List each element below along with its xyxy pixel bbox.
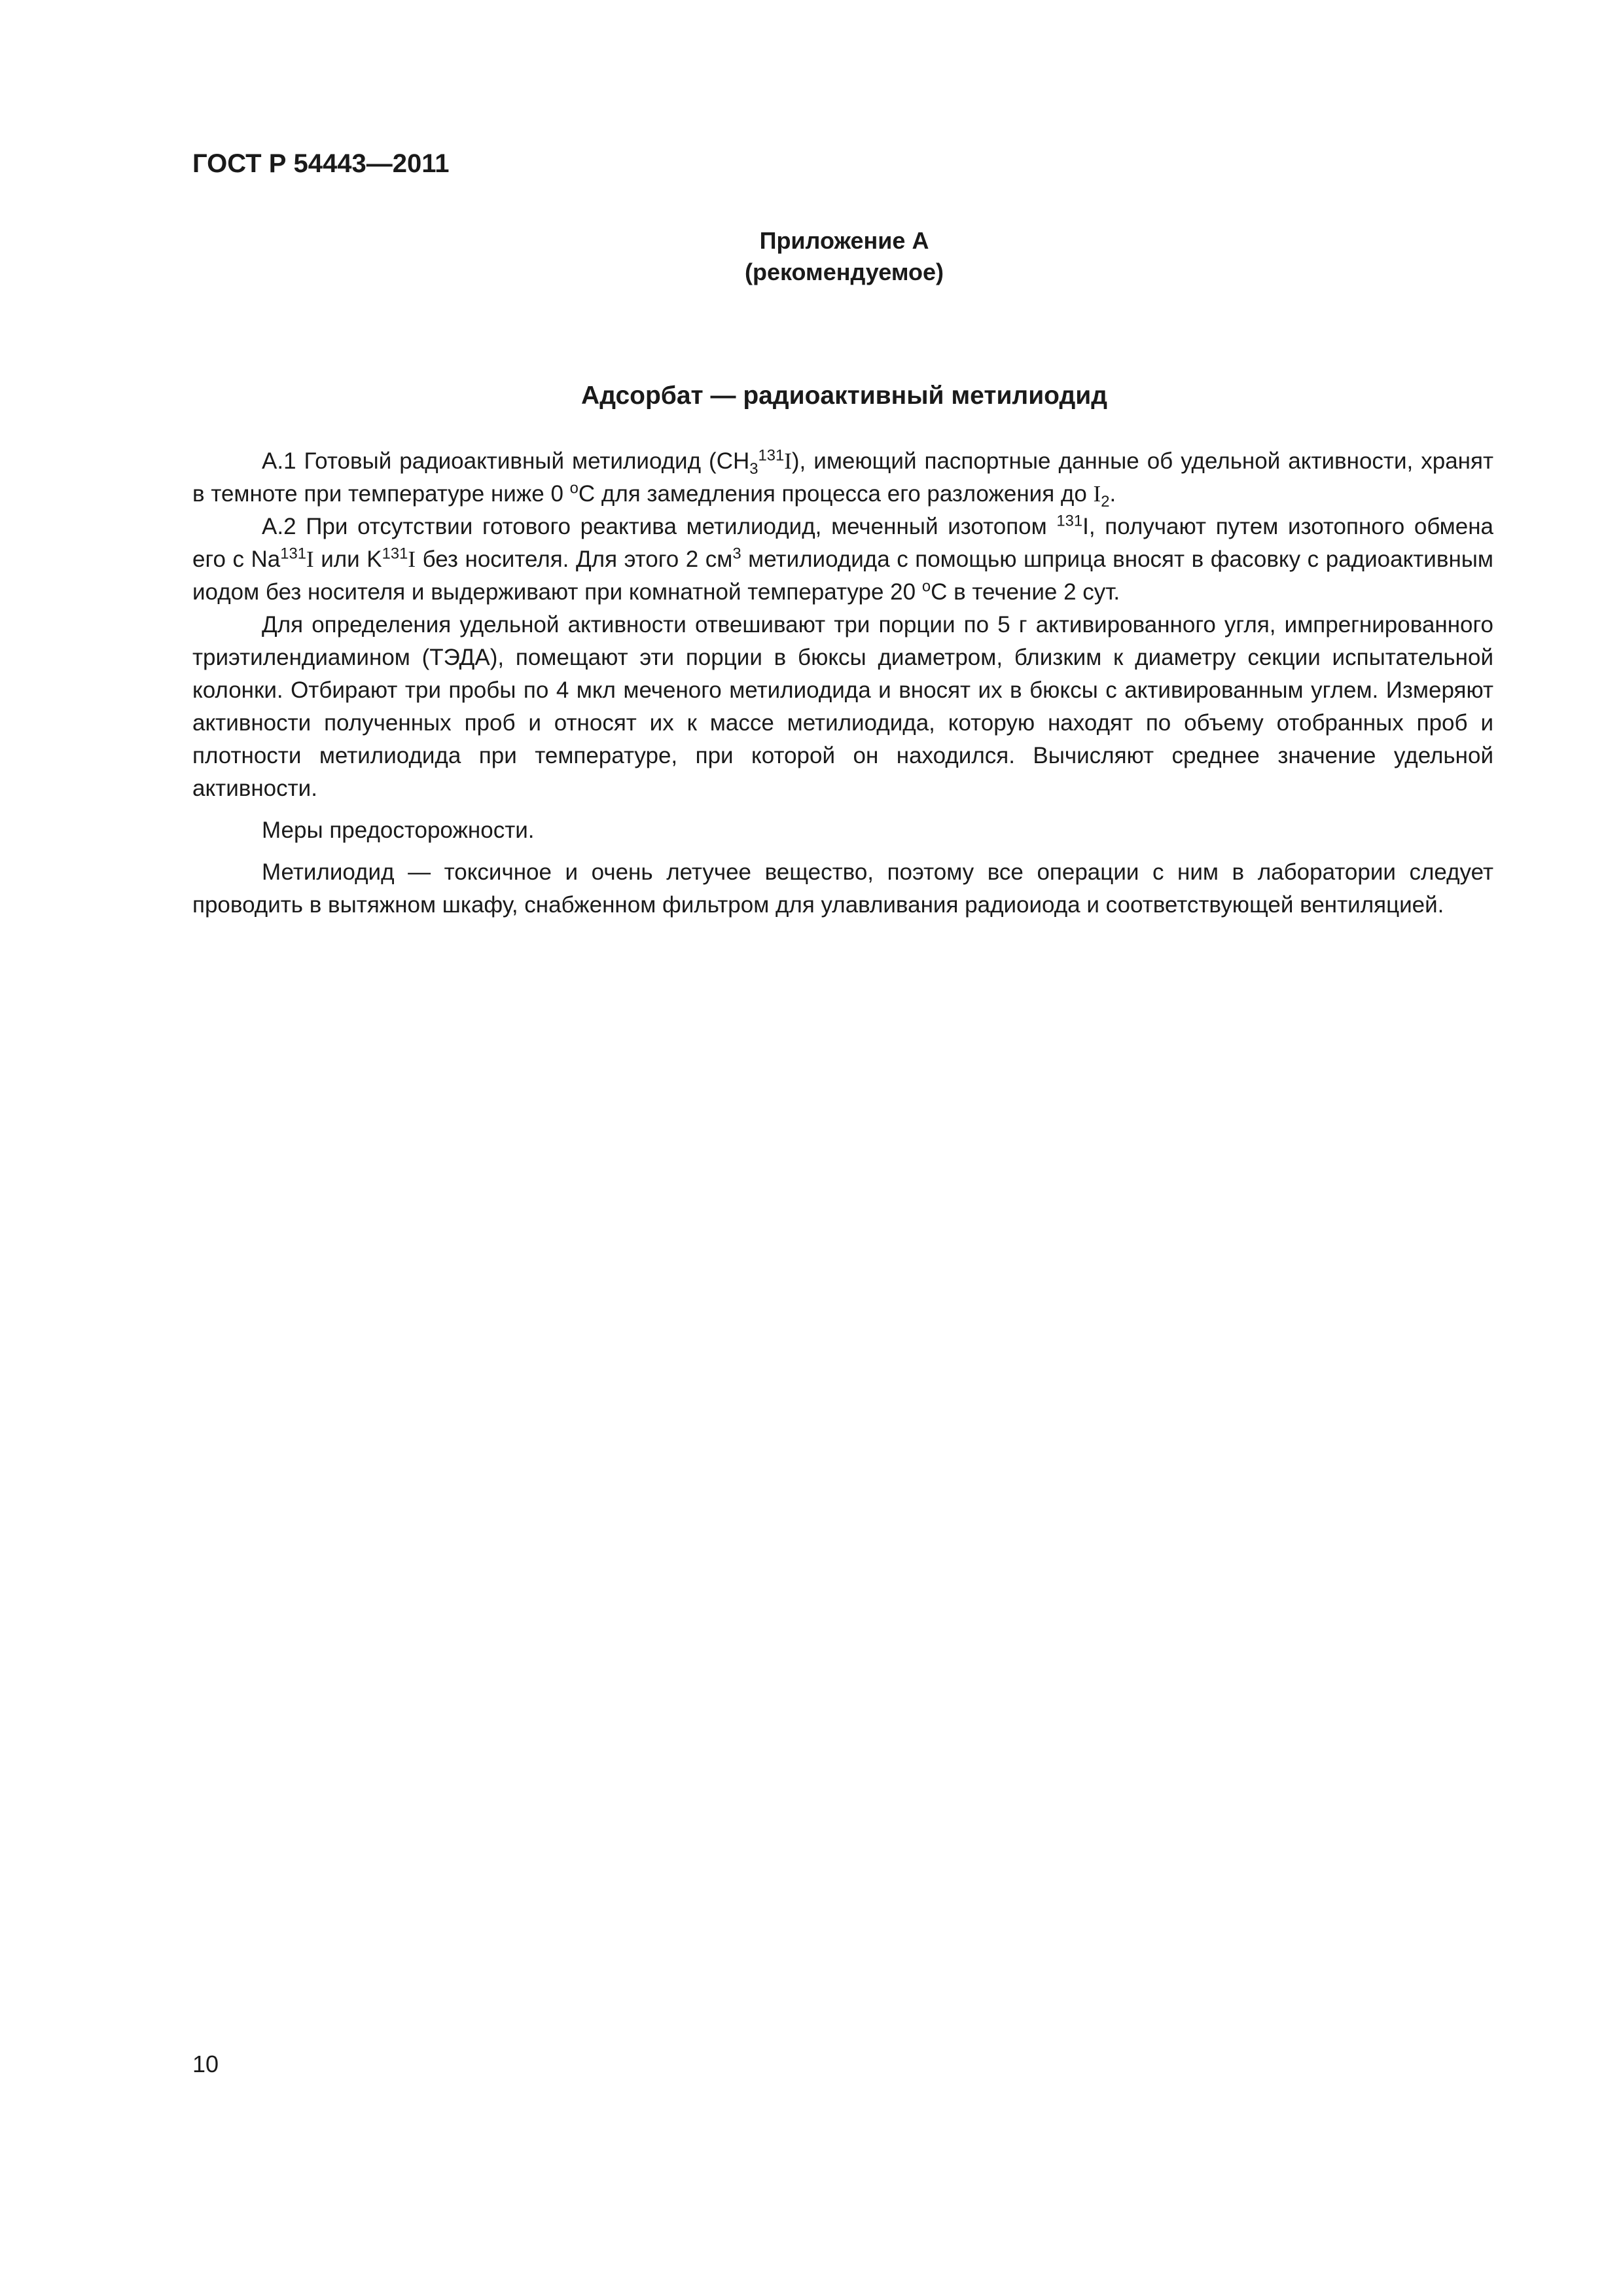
a2-superscript-131-na: 131 [280, 545, 306, 563]
a1-iodine-symbol: I [784, 448, 792, 474]
a2-text-6: С в течение 2 сут. [931, 579, 1120, 605]
paragraph-a1 [192, 445, 1493, 511]
a2-degree-sign: o [921, 577, 931, 596]
a2-superscript-131: 131 [1056, 512, 1083, 530]
a1-degree-sign: o [569, 479, 579, 497]
a1-subscript-2: 2 [1101, 493, 1110, 511]
a1-subscript-3: 3 [749, 460, 758, 478]
paragraph-precautions-heading: Меры предосторожности. [262, 817, 535, 843]
a2-text-3: или K [313, 547, 382, 572]
paragraph-precautions: Метилиодид — токсичное и очень летучее вещество, поэтому все операции с ним в лаборатории следует проводить в вытяжном шкафу, снабженном фильтром для улавливания радиоиода и соответствующей вентиляцией. [192, 859, 1493, 918]
a1-text-3: С для замедления процесса его разложения до [578, 481, 1094, 507]
a2-superscript-131-k: 131 [382, 545, 408, 563]
section-title: Адсорбат — радиоактивный метилиодид [581, 382, 1107, 410]
a2-superscript-cubic: 3 [732, 545, 741, 563]
document-code: ГОСТ Р 54443—2011 [192, 149, 450, 178]
a1-text-2: ), имеющий паспортные данные об удельной активности, хранят в темноте при температуре ниже 0 [192, 448, 1493, 507]
a2-text-5: метилиодида с помощью шприца вносят в фасовку с радиоактивным иодом без носителя и выдерживают при комнатной температуре 20 [192, 547, 1493, 605]
appendix-type: (рекомендуемое) [745, 259, 944, 285]
paragraph-a2 [192, 511, 1493, 609]
a1-text-1: А.1 Готовый радиоактивный метилиодид (CH [262, 448, 750, 474]
a2-text-1: А.2 При отсутствии готового реактива метилиодид, меченный изотопом [262, 514, 1057, 539]
a1-superscript-131: 131 [758, 446, 785, 465]
page-number: 10 [192, 2051, 219, 2077]
a2-iodine-symbol: I [306, 547, 314, 572]
body-text [192, 445, 1493, 922]
appendix-title: Приложение А [759, 227, 929, 254]
paragraph-activity: Для определения удельной активности отвешивают три порции по 5 г активированного угля, импрегнированного триэтилендиамином (ТЭДА), помещают эти порции в бюксы диаметром, близким к диаметру секции испытательной колонки. Отбирают три пробы по 4 мкл меченого метилиодида и вносят их в бюксы с активированным углем. Измеряют активности полученных проб и относят их к массе метилиодида, которую находят по объему отобранных проб и плотности метилиодида при температуре, при которой он находился. Вычисляют среднее значение удельной активности. [192, 612, 1493, 801]
a1-iodine-symbol-2: I [1093, 481, 1101, 507]
a1-text-4: . [1109, 481, 1116, 507]
a2-iodine-symbol-2: I [408, 547, 416, 572]
a2-text-4: без носителя. Для этого 2 см [416, 547, 733, 572]
a2-text-2: I, получают путем изотопного обмена его с Na [192, 514, 1493, 572]
